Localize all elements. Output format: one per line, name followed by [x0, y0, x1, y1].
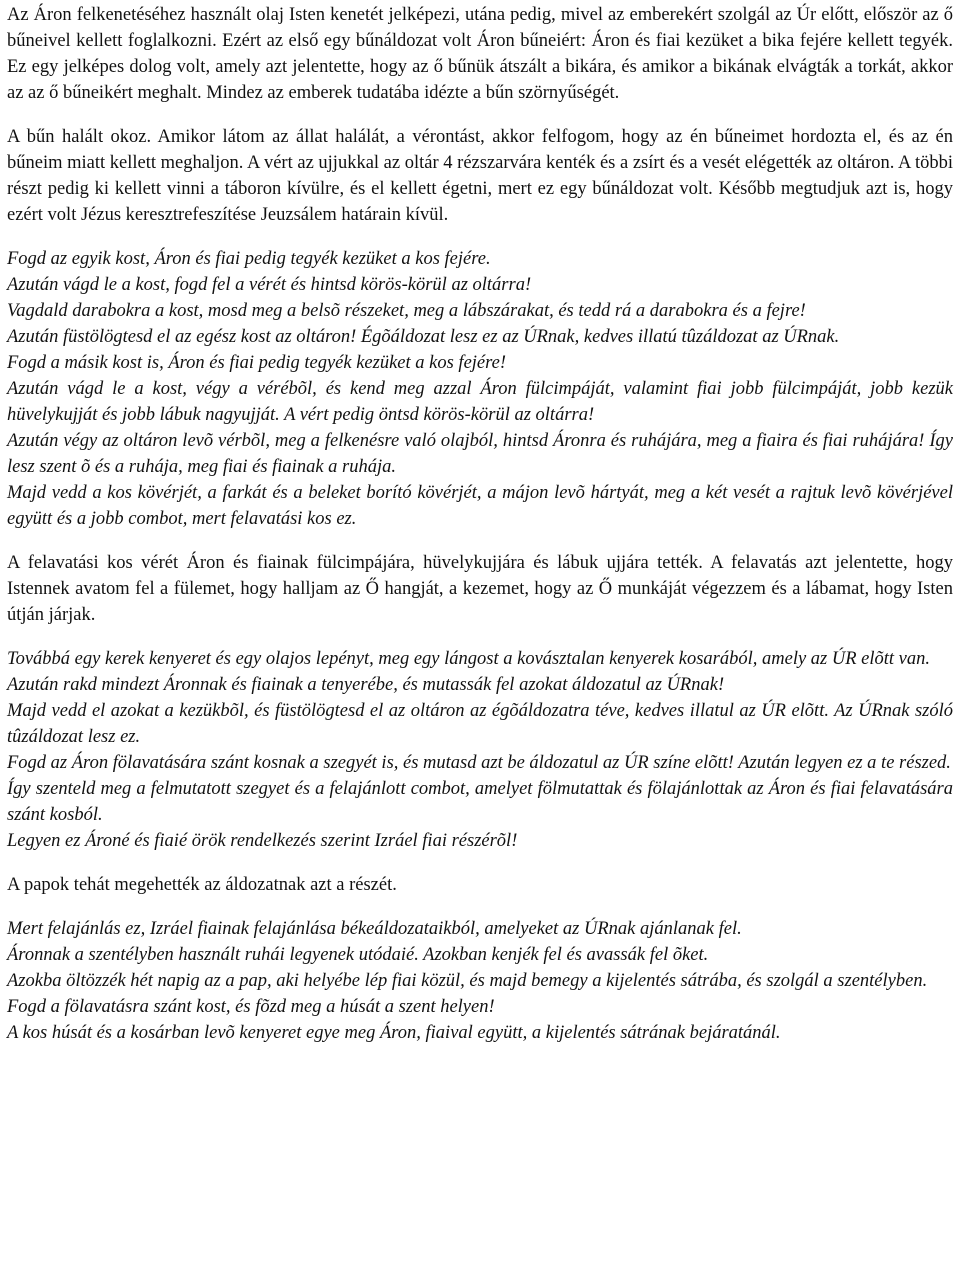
scripture-line: Azután vágd le a kost, végy a vérébõl, és kend meg azzal Áron fülcimpáját, valamint fiai jobb fülcimpáját, jobb kezük hüvelykujját és jobb lábuk nagyujját. A vért pedig öntsd körös-körül az oltárra! [7, 379, 953, 425]
scripture-quote-rams [7, 246, 953, 532]
scripture-line: Fogd a másik kost is, Áron és fiai pedig tegyék kezüket a kos fejére! [7, 353, 507, 373]
paragraph-sin-causes-death [7, 124, 953, 228]
scripture-line: Azután rakd mindezt Áronnak és fiainak a tenyerébe, és mutassák fel azokat áldozatul az ÚRnak! [7, 675, 725, 695]
scripture-line: Azután füstölögtesd el az egész kost az oltáron! Égõáldozat lesz ez az ÚRnak, kedves illatú tûzáldozat az ÚRnak. [7, 327, 840, 347]
scripture-quote-wave-offering [7, 646, 953, 854]
scripture-line: Fogd a fölavatásra szánt kost, és fõzd meg a húsát a szent helyen! [7, 997, 495, 1017]
scripture-line: Vagdald darabokra a kost, mosd meg a belsõ részeket, meg a lábszárakat, és tedd rá a darabokra és a fejre! [7, 301, 806, 321]
scripture-line: Azokba öltözzék hét napig az a pap, aki helyébe lép fiai közül, és majd bemegy a kijelentés sátrába, és szolgál a szentélyben. [7, 971, 928, 991]
paragraph-text: A papok tehát megehették az áldozatnak azt a részét. [7, 875, 397, 895]
paragraph-text: A bűn halált okoz. Amikor látom az állat halálát, a vérontást, akkor felfogom, hogy az én bűneimet hordozta el, és az én bűneim miatt kellett meghaljon. A vért az ujjukkal az oltár 4 rézszarvára kenték és a zsírt és a vesét elégették az oltáron. A többi részt pedig ki kellett vinni a táboron kívülre, és el kellett égetni, mert ez egy bűnáldozat volt. Később megtudjuk azt is, hogy ezért volt Jézus keresztrefeszítése Jeuzsálem határain kívül. [7, 127, 953, 225]
scripture-line: Majd vedd el azokat a kezükbõl, és füstölögtesd el az oltáron az égõáldozatra téve, kedves illatul az ÚR elõtt. Az ÚRnak szóló tûzáldozat lesz ez. [7, 701, 953, 747]
scripture-line: Mert felajánlás ez, Izráel fiainak felajánlása békeáldozataikból, amelyeket az ÚRnak ajánlanak fel. [7, 919, 742, 939]
paragraph-anointing-intro [7, 2, 953, 106]
scripture-line: Azután végy az oltáron levõ vérbõl, meg a felkenésre való olajból, hintsd Áronra és ruhájára, meg a fiaira és fiai ruhájára! Így lesz szent õ és a ruhája, meg fiai és fiainak a ruhája. [7, 431, 953, 477]
scripture-line: Így szenteld meg a felmutatott szegyet és a felajánlott combot, amelyet fölmutattak és fölajánlottak az Áron és fiai felavatására szánt kosból. [7, 779, 953, 825]
paragraph-text: A felavatási kos vérét Áron és fiainak fülcimpájára, hüvelykujjára és lábuk ujjára tették. A felavatás azt jelentette, hogy Istennek avatom fel a fülemet, hogy halljam az Ő hangját, a kezemet, hogy az Ő munkáját végezzem és a lábamat, hogy Isten útján járjak. [7, 553, 953, 625]
paragraph-consecration-meaning [7, 550, 953, 628]
scripture-line: Legyen ez Ároné és fiaié örök rendelkezés szerint Izráel fiai részérõl! [7, 831, 518, 851]
scripture-line: A kos húsát és a kosárban levõ kenyeret egye meg Áron, fiaival együtt, a kijelentés sátrának bejáratánál. [7, 1023, 781, 1043]
scripture-line: Fogd az egyik kost, Áron és fiai pedig tegyék kezüket a kos fejére. [7, 249, 491, 269]
document-page [0, 2, 960, 1266]
paragraph-priests-ate [7, 872, 953, 898]
scripture-line: Áronnak a szentélyben használt ruhái legyenek utódaié. Azokban kenjék fel és avassák fel õket. [7, 945, 709, 965]
paragraph-text: Az Áron felkenetéséhez használt olaj Isten kenetét jelképezi, utána pedig, mivel az emberekért szolgál az Úr előtt, először az ő bűneivel kellett foglalkozni. Ezért az első egy bűnáldozat volt Áron bűneiért: Áron és fiai kezüket a bika fejére kellett tegyék. Ez egy jelképes dolog volt, amely azt jelentette, hogy az ő bűnük átszált a bikára, és amikor a bikának elvágták a torkát, akkor az az ő bűneikért meghalt. Mindez az emberek tudatába idézte a bűn szörnyűségét. [7, 5, 953, 103]
scripture-line: Majd vedd a kos kövérjét, a farkát és a beleket borító kövérjét, a májon levõ hártyát, meg a két vesét a rajtuk levõ kövérjével együtt és a jobb combot, mert felavatási kos ez. [7, 483, 953, 529]
scripture-quote-garments [7, 916, 953, 1046]
scripture-line: Továbbá egy kerek kenyeret és egy olajos lepényt, meg egy lángost a kovásztalan kenyerek kosarából, amely az ÚR elõtt van. [7, 649, 930, 669]
scripture-line: Azután vágd le a kost, fogd fel a vérét és hintsd körös-körül az oltárra! [7, 275, 532, 295]
scripture-line: Fogd az Áron fölavatására szánt kosnak a szegyét is, és mutasd azt be áldozatul az ÚR színe elõtt! Azután legyen ez a te részed. [7, 753, 951, 773]
